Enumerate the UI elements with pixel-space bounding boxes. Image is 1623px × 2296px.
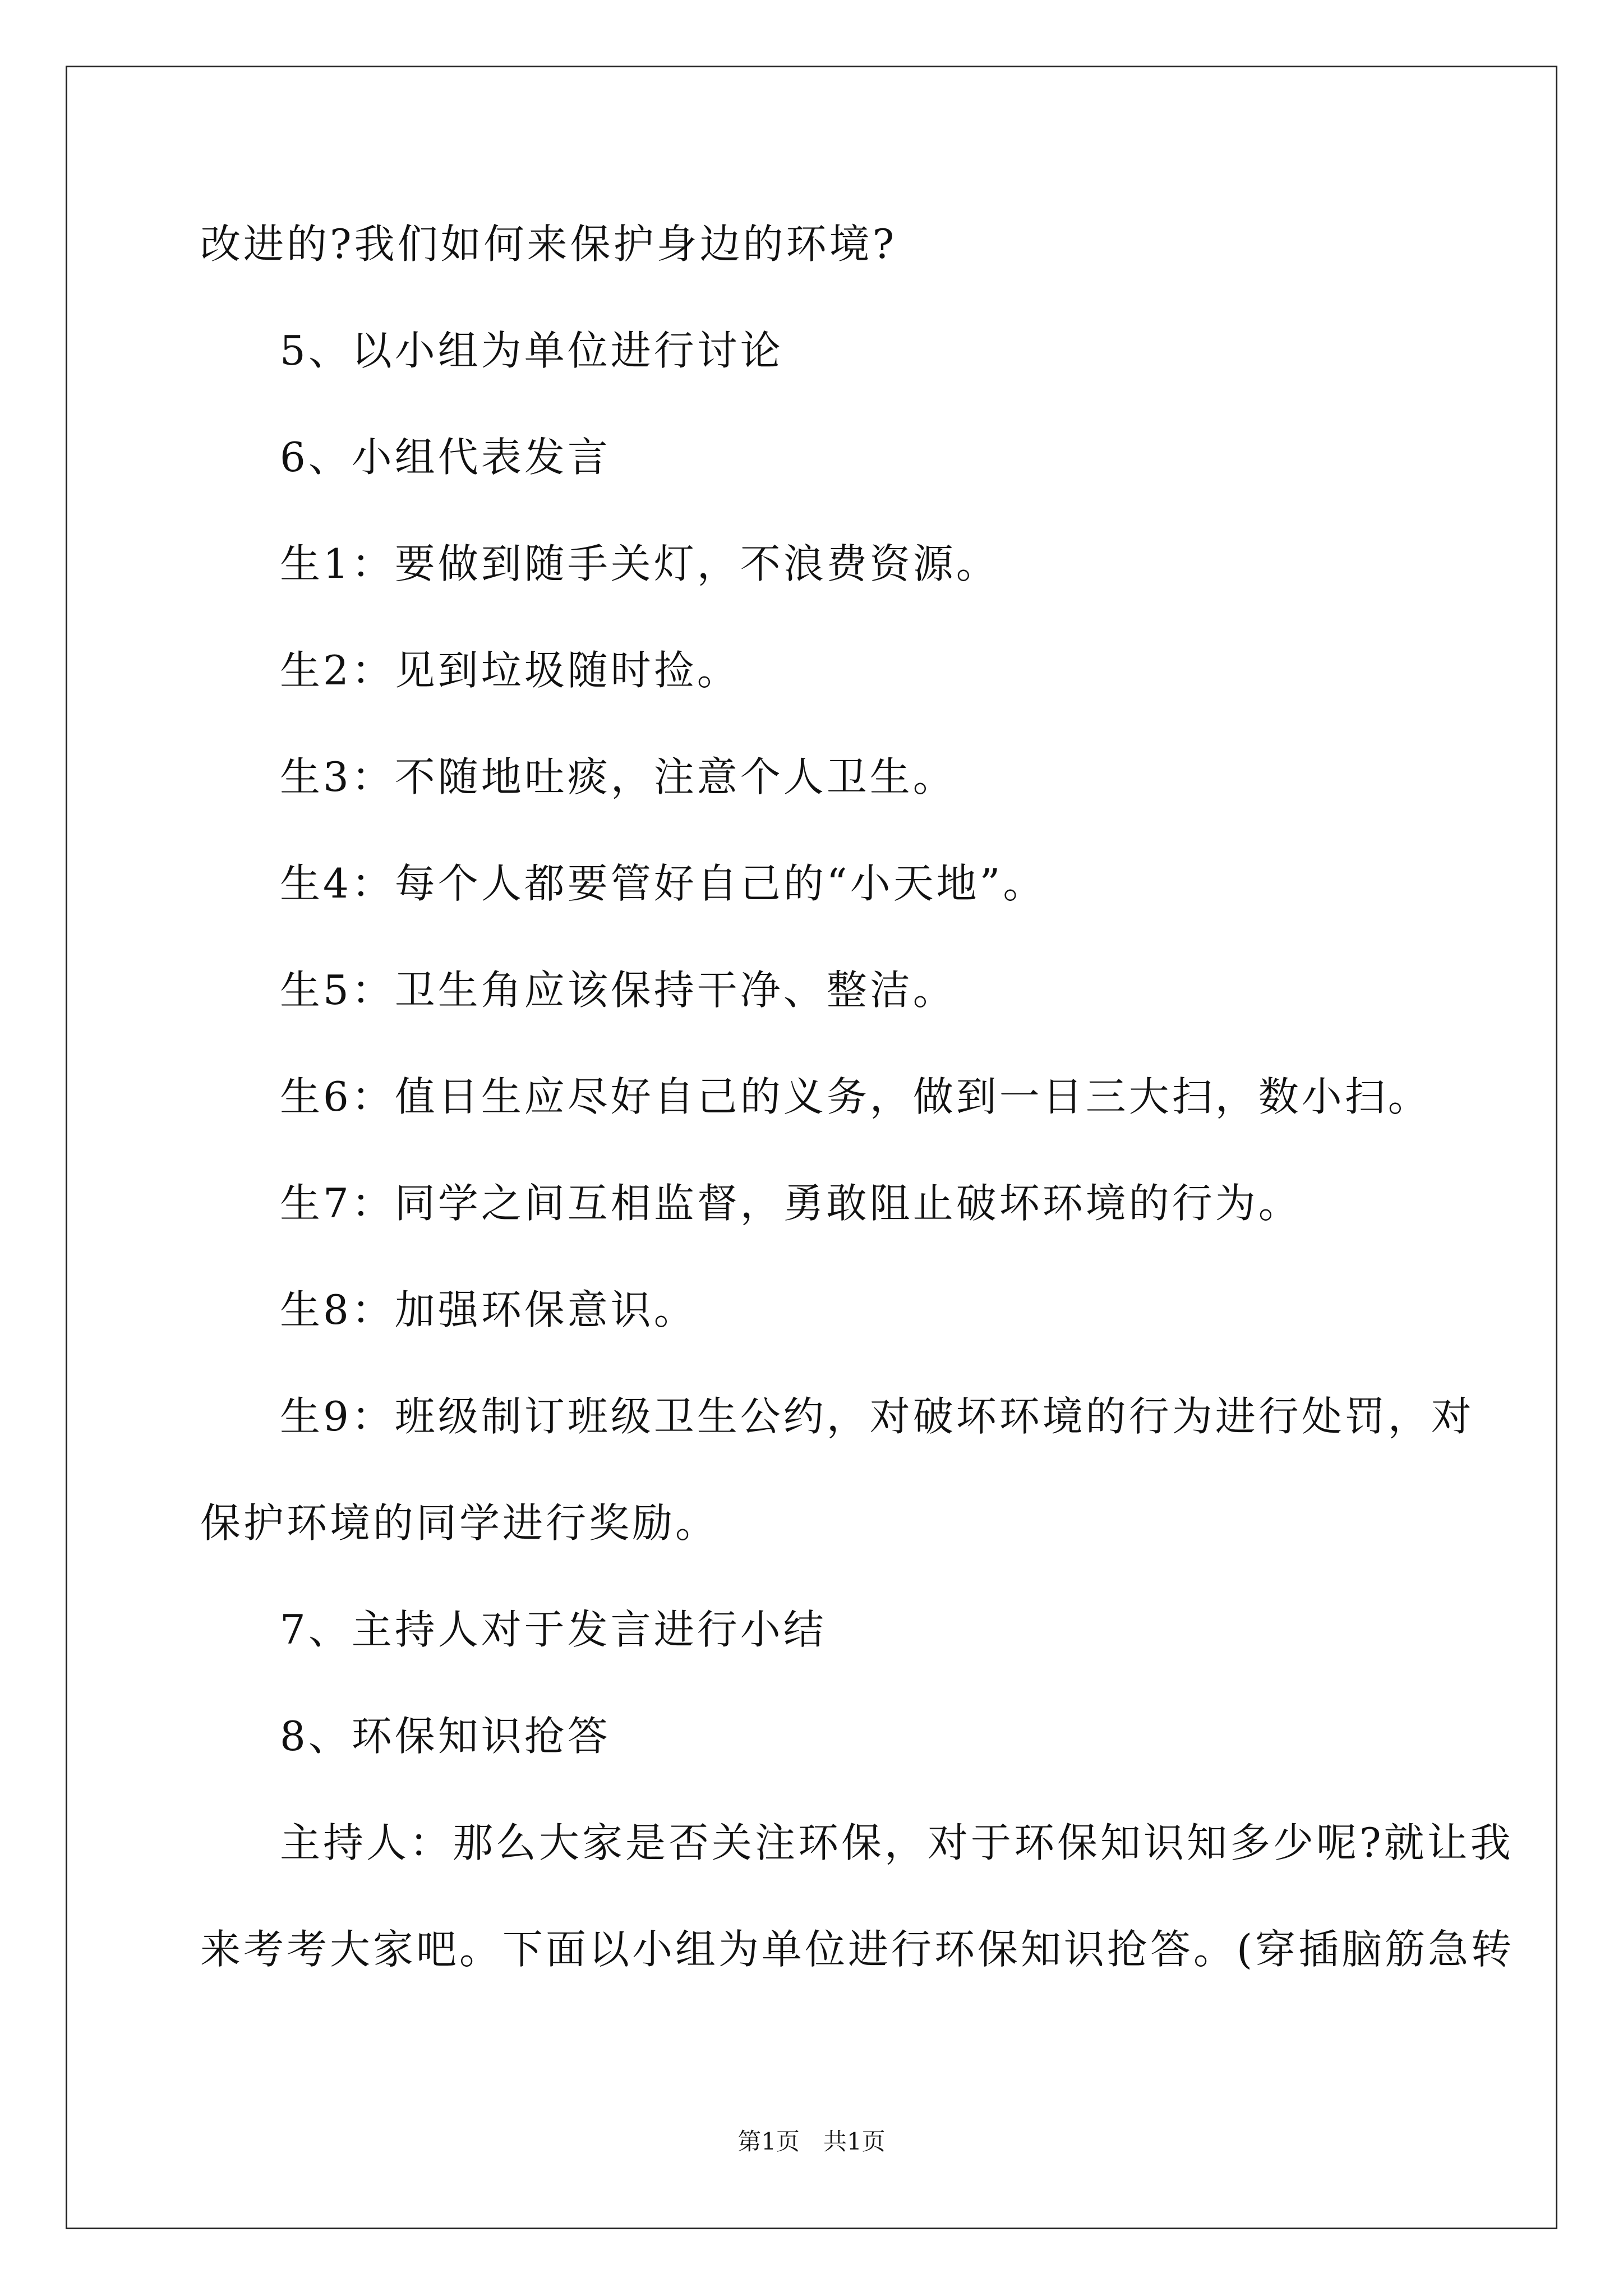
paragraph-line: 保护环境的同学进行奖励。 bbox=[200, 1499, 719, 1547]
paragraph-line: 生7：同学之间互相监督，勇敢阻止破坏环境的行为。 bbox=[280, 1180, 1302, 1227]
paragraph-line: 生9：班级制订班级卫生公约，对破坏环境的行为进行处罚，对 bbox=[280, 1393, 1474, 1440]
page-number-footer: 第1页 共1页 bbox=[737, 2128, 886, 2155]
paragraph-line: 改进的?我们如何来保护身边的环境? bbox=[200, 220, 897, 268]
paragraph-line: 5、以小组为单位进行讨论 bbox=[280, 327, 783, 374]
paragraph-line: 主持人：那么大家是否关注环保，对于环保知识知多少呢?就让我 bbox=[280, 1819, 1514, 1866]
paragraph-line: 生3：不随地吐痰，注意个人卫生。 bbox=[280, 753, 956, 800]
paragraph-line: 7、主持人对于发言进行小结 bbox=[280, 1606, 827, 1653]
paragraph-line: 生6：值日生应尽好自己的义务，做到一日三大扫，数小扫。 bbox=[280, 1073, 1431, 1120]
paragraph-line: 6、小组代表发言 bbox=[280, 434, 611, 481]
paragraph-line: 8、环保知识抢答 bbox=[280, 1713, 611, 1760]
paragraph-line: 生2：见到垃圾随时捡。 bbox=[280, 647, 740, 694]
paragraph-line: 生5：卫生角应该保持干净、整洁。 bbox=[280, 967, 956, 1014]
paragraph-line: 生1：要做到随手关灯，不浪费资源。 bbox=[280, 540, 999, 587]
paragraph-line: 生4：每个人都要管好自己的“小天地”。 bbox=[280, 860, 1046, 907]
paragraph-line: 来考考大家吧。下面以小组为单位进行环保知识抢答。(穿插脑筋急转 bbox=[200, 1926, 1515, 1973]
page-border bbox=[66, 66, 1557, 2229]
paragraph-line: 生8：加强环保意识。 bbox=[280, 1286, 697, 1333]
